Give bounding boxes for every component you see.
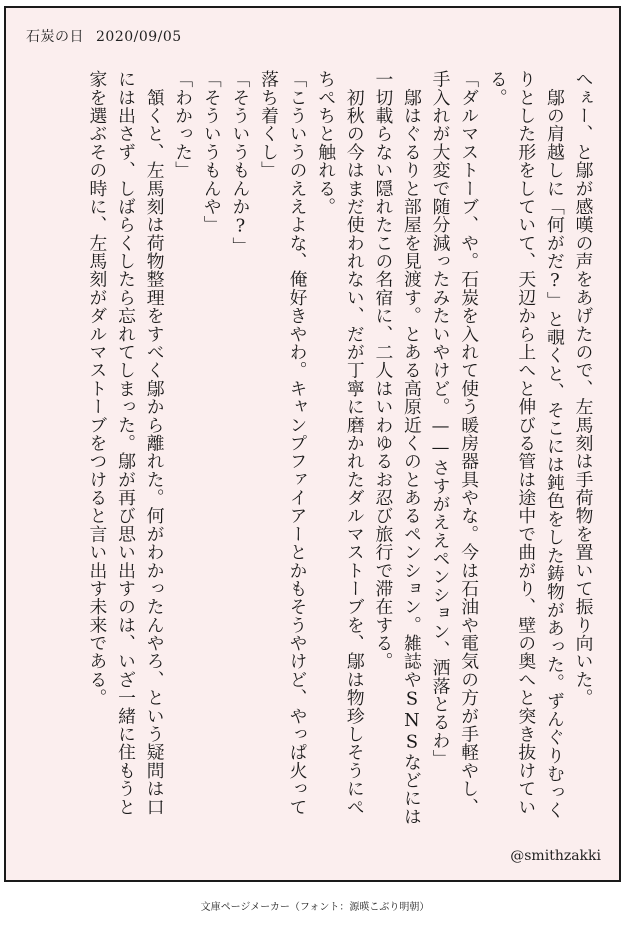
paragraph: へぇー、と鄔が感嘆の声をあげたので、左馬刻は手荷物を置いて振り向いた。 — [573, 70, 594, 707]
paragraph: 初秋の今はまだ使われない、だが丁寧に磨かれたダルマストーブを、鄔は物珍しそうにぺちぺちと触れる。 — [315, 70, 366, 816]
paragraph: 「ダルマストーブ、や。石炭を入れて使う暖房器具やな。今は石油や電気の方が手軽やし、手入れが大変で随分減ったみたいやけど。——さすがええペンション、洒落とるわ」 — [430, 70, 480, 816]
page-title: 石炭の日 — [26, 29, 84, 45]
page-sheet — [4, 6, 621, 882]
paragraph: 鄔はぐるりと部屋を見渡す。とある高原近くのとあるペンション。雑誌やSNSなどには一切載らない隠れたこの名宿に、二人はいわゆるお忍び旅行で滞在する。 — [372, 70, 423, 826]
paragraph: 「こういうのええよな、俺好きやわ。キャンプファイアーとかもそうやけど、やっぱ火って落ち着くし」 — [258, 70, 309, 816]
paragraph: 「そういうもんや」 — [201, 70, 223, 234]
generator-footer: 文庫ページメーカー（フォント：源暎こぶり明朝） — [200, 902, 430, 913]
paragraph: 鄔の肩越しに「何がだ?」と覗くと、そこには鈍色をした鋳物があった。ずんぐりむっくりとした形をしていて、天辺から上へと伸びる管は途中で曲がり、壁の奥へと突き抜けている。 — [487, 70, 566, 819]
page-header — [26, 26, 182, 46]
paragraph: 「わかった」 — [172, 70, 194, 180]
vertical-body-text — [37, 70, 597, 830]
page-date: 2020/09/05 — [96, 29, 182, 45]
paragraph: 頷くと、左馬刻は荷物整理をすべく鄔から離れた。何がわかったんやろ、という疑問は口には出さず、しばらくしたら忘れてしまった。鄔が再び思い出すのは、いざ一緒に住もうと家を選ぶその時に、左馬刻がダルマストーブをつけると言い出す未来である。 — [86, 70, 166, 816]
author-credit: @smithzakki — [510, 848, 601, 864]
paragraph: 「そういうもんか?」 — [229, 70, 251, 256]
